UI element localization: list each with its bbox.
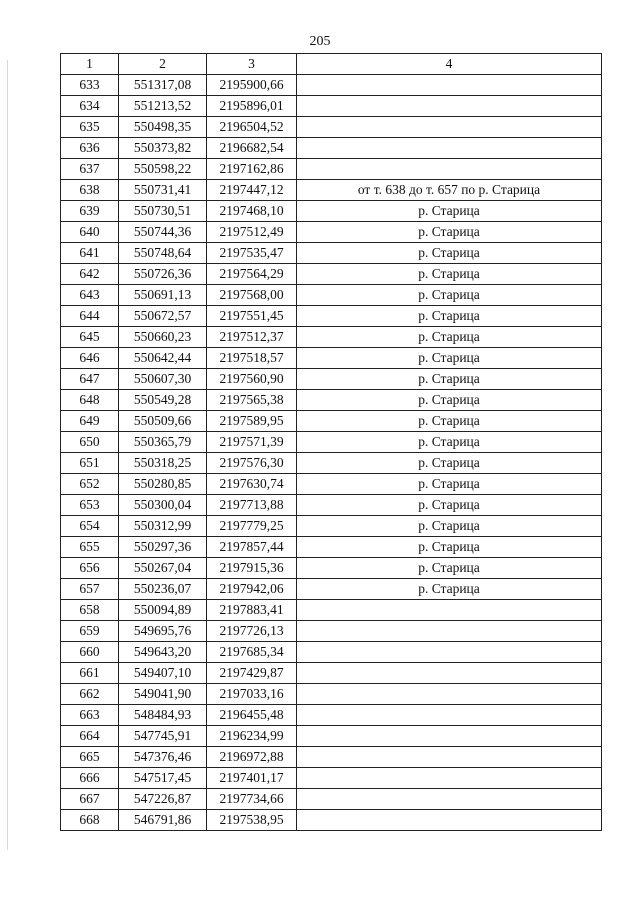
description-cell bbox=[297, 663, 602, 684]
column-header-2: 2 bbox=[119, 54, 207, 75]
description-cell: р. Старица bbox=[297, 222, 602, 243]
y-coordinate-cell: 2197551,45 bbox=[207, 306, 297, 327]
x-coordinate-cell: 550236,07 bbox=[119, 579, 207, 600]
table-row bbox=[61, 180, 602, 201]
description-cell: р. Старица bbox=[297, 390, 602, 411]
y-coordinate-cell: 2197726,13 bbox=[207, 621, 297, 642]
point-number-cell: 648 bbox=[61, 390, 119, 411]
x-coordinate-cell: 551317,08 bbox=[119, 75, 207, 96]
table-row bbox=[61, 558, 602, 579]
description-cell: р. Старица bbox=[297, 453, 602, 474]
table-row bbox=[61, 768, 602, 789]
point-number-cell: 663 bbox=[61, 705, 119, 726]
y-coordinate-cell: 2197779,25 bbox=[207, 516, 297, 537]
table-row bbox=[61, 96, 602, 117]
table-row bbox=[61, 621, 602, 642]
description-cell bbox=[297, 117, 602, 138]
x-coordinate-cell: 549041,90 bbox=[119, 684, 207, 705]
table-row bbox=[61, 411, 602, 432]
table-row bbox=[61, 159, 602, 180]
description-cell bbox=[297, 810, 602, 831]
x-coordinate-cell: 550509,66 bbox=[119, 411, 207, 432]
x-coordinate-cell: 550312,99 bbox=[119, 516, 207, 537]
point-number-cell: 646 bbox=[61, 348, 119, 369]
table-row bbox=[61, 369, 602, 390]
table-body bbox=[61, 75, 602, 831]
point-number-cell: 641 bbox=[61, 243, 119, 264]
table-row bbox=[61, 432, 602, 453]
y-coordinate-cell: 2197033,16 bbox=[207, 684, 297, 705]
y-coordinate-cell: 2197713,88 bbox=[207, 495, 297, 516]
y-coordinate-cell: 2197429,87 bbox=[207, 663, 297, 684]
point-number-cell: 633 bbox=[61, 75, 119, 96]
point-number-cell: 653 bbox=[61, 495, 119, 516]
y-coordinate-cell: 2197942,06 bbox=[207, 579, 297, 600]
x-coordinate-cell: 550642,44 bbox=[119, 348, 207, 369]
y-coordinate-cell: 2197468,10 bbox=[207, 201, 297, 222]
point-number-cell: 642 bbox=[61, 264, 119, 285]
x-coordinate-cell: 547517,45 bbox=[119, 768, 207, 789]
table-row bbox=[61, 264, 602, 285]
column-header-1: 1 bbox=[61, 54, 119, 75]
y-coordinate-cell: 2197564,29 bbox=[207, 264, 297, 285]
x-coordinate-cell: 548484,93 bbox=[119, 705, 207, 726]
table-row bbox=[61, 348, 602, 369]
description-cell bbox=[297, 705, 602, 726]
x-coordinate-cell: 550607,30 bbox=[119, 369, 207, 390]
table-row bbox=[61, 684, 602, 705]
y-coordinate-cell: 2196455,48 bbox=[207, 705, 297, 726]
description-cell: р. Старица bbox=[297, 285, 602, 306]
description-cell bbox=[297, 747, 602, 768]
y-coordinate-cell: 2196504,52 bbox=[207, 117, 297, 138]
point-number-cell: 645 bbox=[61, 327, 119, 348]
y-coordinate-cell: 2197568,00 bbox=[207, 285, 297, 306]
x-coordinate-cell: 549695,76 bbox=[119, 621, 207, 642]
description-cell: р. Старица bbox=[297, 201, 602, 222]
y-coordinate-cell: 2197883,41 bbox=[207, 600, 297, 621]
table-row bbox=[61, 75, 602, 96]
description-cell: р. Старица bbox=[297, 264, 602, 285]
description-cell bbox=[297, 96, 602, 117]
x-coordinate-cell: 550660,23 bbox=[119, 327, 207, 348]
x-coordinate-cell: 549407,10 bbox=[119, 663, 207, 684]
point-number-cell: 637 bbox=[61, 159, 119, 180]
table-row bbox=[61, 201, 602, 222]
x-coordinate-cell: 550300,04 bbox=[119, 495, 207, 516]
table-row bbox=[61, 285, 602, 306]
description-cell: р. Старица bbox=[297, 306, 602, 327]
description-cell bbox=[297, 684, 602, 705]
x-coordinate-cell: 550731,41 bbox=[119, 180, 207, 201]
table-row bbox=[61, 663, 602, 684]
point-number-cell: 644 bbox=[61, 306, 119, 327]
point-number-cell: 650 bbox=[61, 432, 119, 453]
point-number-cell: 661 bbox=[61, 663, 119, 684]
point-number-cell: 657 bbox=[61, 579, 119, 600]
point-number-cell: 643 bbox=[61, 285, 119, 306]
point-number-cell: 666 bbox=[61, 768, 119, 789]
description-cell: р. Старица bbox=[297, 495, 602, 516]
point-number-cell: 638 bbox=[61, 180, 119, 201]
table-row bbox=[61, 516, 602, 537]
description-cell bbox=[297, 138, 602, 159]
description-cell: р. Старица bbox=[297, 537, 602, 558]
table-row bbox=[61, 810, 602, 831]
y-coordinate-cell: 2197538,95 bbox=[207, 810, 297, 831]
description-cell: р. Старица bbox=[297, 558, 602, 579]
x-coordinate-cell: 550726,36 bbox=[119, 264, 207, 285]
table-row bbox=[61, 579, 602, 600]
x-coordinate-cell: 547745,91 bbox=[119, 726, 207, 747]
table-row bbox=[61, 243, 602, 264]
margin-line bbox=[7, 60, 8, 850]
description-cell: р. Старица bbox=[297, 432, 602, 453]
point-number-cell: 660 bbox=[61, 642, 119, 663]
y-coordinate-cell: 2197518,57 bbox=[207, 348, 297, 369]
description-cell: р. Старица bbox=[297, 516, 602, 537]
point-number-cell: 634 bbox=[61, 96, 119, 117]
table-row bbox=[61, 117, 602, 138]
point-number-cell: 662 bbox=[61, 684, 119, 705]
y-coordinate-cell: 2197571,39 bbox=[207, 432, 297, 453]
column-header-4: 4 bbox=[297, 54, 602, 75]
table-row bbox=[61, 642, 602, 663]
table-row bbox=[61, 453, 602, 474]
x-coordinate-cell: 550748,64 bbox=[119, 243, 207, 264]
y-coordinate-cell: 2196234,99 bbox=[207, 726, 297, 747]
y-coordinate-cell: 2197589,95 bbox=[207, 411, 297, 432]
x-coordinate-cell: 550549,28 bbox=[119, 390, 207, 411]
table-row bbox=[61, 306, 602, 327]
description-cell bbox=[297, 789, 602, 810]
description-cell bbox=[297, 75, 602, 96]
y-coordinate-cell: 2196972,88 bbox=[207, 747, 297, 768]
y-coordinate-cell: 2196682,54 bbox=[207, 138, 297, 159]
x-coordinate-cell: 550730,51 bbox=[119, 201, 207, 222]
point-number-cell: 635 bbox=[61, 117, 119, 138]
point-number-cell: 656 bbox=[61, 558, 119, 579]
x-coordinate-cell: 549643,20 bbox=[119, 642, 207, 663]
table-row bbox=[61, 390, 602, 411]
table-row bbox=[61, 222, 602, 243]
description-cell bbox=[297, 600, 602, 621]
table-row bbox=[61, 537, 602, 558]
description-cell: р. Старица bbox=[297, 411, 602, 432]
description-cell bbox=[297, 642, 602, 663]
y-coordinate-cell: 2197535,47 bbox=[207, 243, 297, 264]
point-number-cell: 652 bbox=[61, 474, 119, 495]
point-number-cell: 636 bbox=[61, 138, 119, 159]
description-cell bbox=[297, 768, 602, 789]
x-coordinate-cell: 550297,36 bbox=[119, 537, 207, 558]
x-coordinate-cell: 550094,89 bbox=[119, 600, 207, 621]
description-cell: р. Старица bbox=[297, 243, 602, 264]
point-number-cell: 667 bbox=[61, 789, 119, 810]
y-coordinate-cell: 2197857,44 bbox=[207, 537, 297, 558]
column-header-3: 3 bbox=[207, 54, 297, 75]
y-coordinate-cell: 2195896,01 bbox=[207, 96, 297, 117]
x-coordinate-cell: 550691,13 bbox=[119, 285, 207, 306]
x-coordinate-cell: 546791,86 bbox=[119, 810, 207, 831]
description-cell bbox=[297, 159, 602, 180]
table-row bbox=[61, 138, 602, 159]
y-coordinate-cell: 2197734,66 bbox=[207, 789, 297, 810]
x-coordinate-cell: 551213,52 bbox=[119, 96, 207, 117]
coordinates-table bbox=[60, 53, 602, 831]
description-cell: р. Старица bbox=[297, 579, 602, 600]
description-cell: от т. 638 до т. 657 по р. Старица bbox=[297, 180, 602, 201]
y-coordinate-cell: 2197512,37 bbox=[207, 327, 297, 348]
point-number-cell: 647 bbox=[61, 369, 119, 390]
point-number-cell: 664 bbox=[61, 726, 119, 747]
y-coordinate-cell: 2197576,30 bbox=[207, 453, 297, 474]
table-row bbox=[61, 747, 602, 768]
table-row bbox=[61, 726, 602, 747]
description-cell: р. Старица bbox=[297, 348, 602, 369]
x-coordinate-cell: 550365,79 bbox=[119, 432, 207, 453]
y-coordinate-cell: 2197162,86 bbox=[207, 159, 297, 180]
description-cell: р. Старица bbox=[297, 474, 602, 495]
x-coordinate-cell: 547226,87 bbox=[119, 789, 207, 810]
x-coordinate-cell: 550672,57 bbox=[119, 306, 207, 327]
point-number-cell: 639 bbox=[61, 201, 119, 222]
description-cell bbox=[297, 621, 602, 642]
y-coordinate-cell: 2197512,49 bbox=[207, 222, 297, 243]
point-number-cell: 654 bbox=[61, 516, 119, 537]
table-row bbox=[61, 705, 602, 726]
x-coordinate-cell: 550280,85 bbox=[119, 474, 207, 495]
y-coordinate-cell: 2197447,12 bbox=[207, 180, 297, 201]
y-coordinate-cell: 2197560,90 bbox=[207, 369, 297, 390]
y-coordinate-cell: 2197630,74 bbox=[207, 474, 297, 495]
y-coordinate-cell: 2197401,17 bbox=[207, 768, 297, 789]
table-row bbox=[61, 474, 602, 495]
description-cell: р. Старица bbox=[297, 369, 602, 390]
point-number-cell: 659 bbox=[61, 621, 119, 642]
point-number-cell: 649 bbox=[61, 411, 119, 432]
description-cell bbox=[297, 726, 602, 747]
point-number-cell: 651 bbox=[61, 453, 119, 474]
x-coordinate-cell: 547376,46 bbox=[119, 747, 207, 768]
x-coordinate-cell: 550373,82 bbox=[119, 138, 207, 159]
x-coordinate-cell: 550598,22 bbox=[119, 159, 207, 180]
point-number-cell: 640 bbox=[61, 222, 119, 243]
point-number-cell: 658 bbox=[61, 600, 119, 621]
y-coordinate-cell: 2197565,38 bbox=[207, 390, 297, 411]
point-number-cell: 665 bbox=[61, 747, 119, 768]
page-number: 205 bbox=[309, 34, 331, 49]
y-coordinate-cell: 2197915,36 bbox=[207, 558, 297, 579]
y-coordinate-cell: 2195900,66 bbox=[207, 75, 297, 96]
table-row bbox=[61, 495, 602, 516]
table-row bbox=[61, 327, 602, 348]
table-row bbox=[61, 789, 602, 810]
x-coordinate-cell: 550498,35 bbox=[119, 117, 207, 138]
table-row bbox=[61, 600, 602, 621]
y-coordinate-cell: 2197685,34 bbox=[207, 642, 297, 663]
description-cell: р. Старица bbox=[297, 327, 602, 348]
x-coordinate-cell: 550744,36 bbox=[119, 222, 207, 243]
table-header-row bbox=[61, 54, 602, 75]
x-coordinate-cell: 550267,04 bbox=[119, 558, 207, 579]
x-coordinate-cell: 550318,25 bbox=[119, 453, 207, 474]
point-number-cell: 668 bbox=[61, 810, 119, 831]
point-number-cell: 655 bbox=[61, 537, 119, 558]
